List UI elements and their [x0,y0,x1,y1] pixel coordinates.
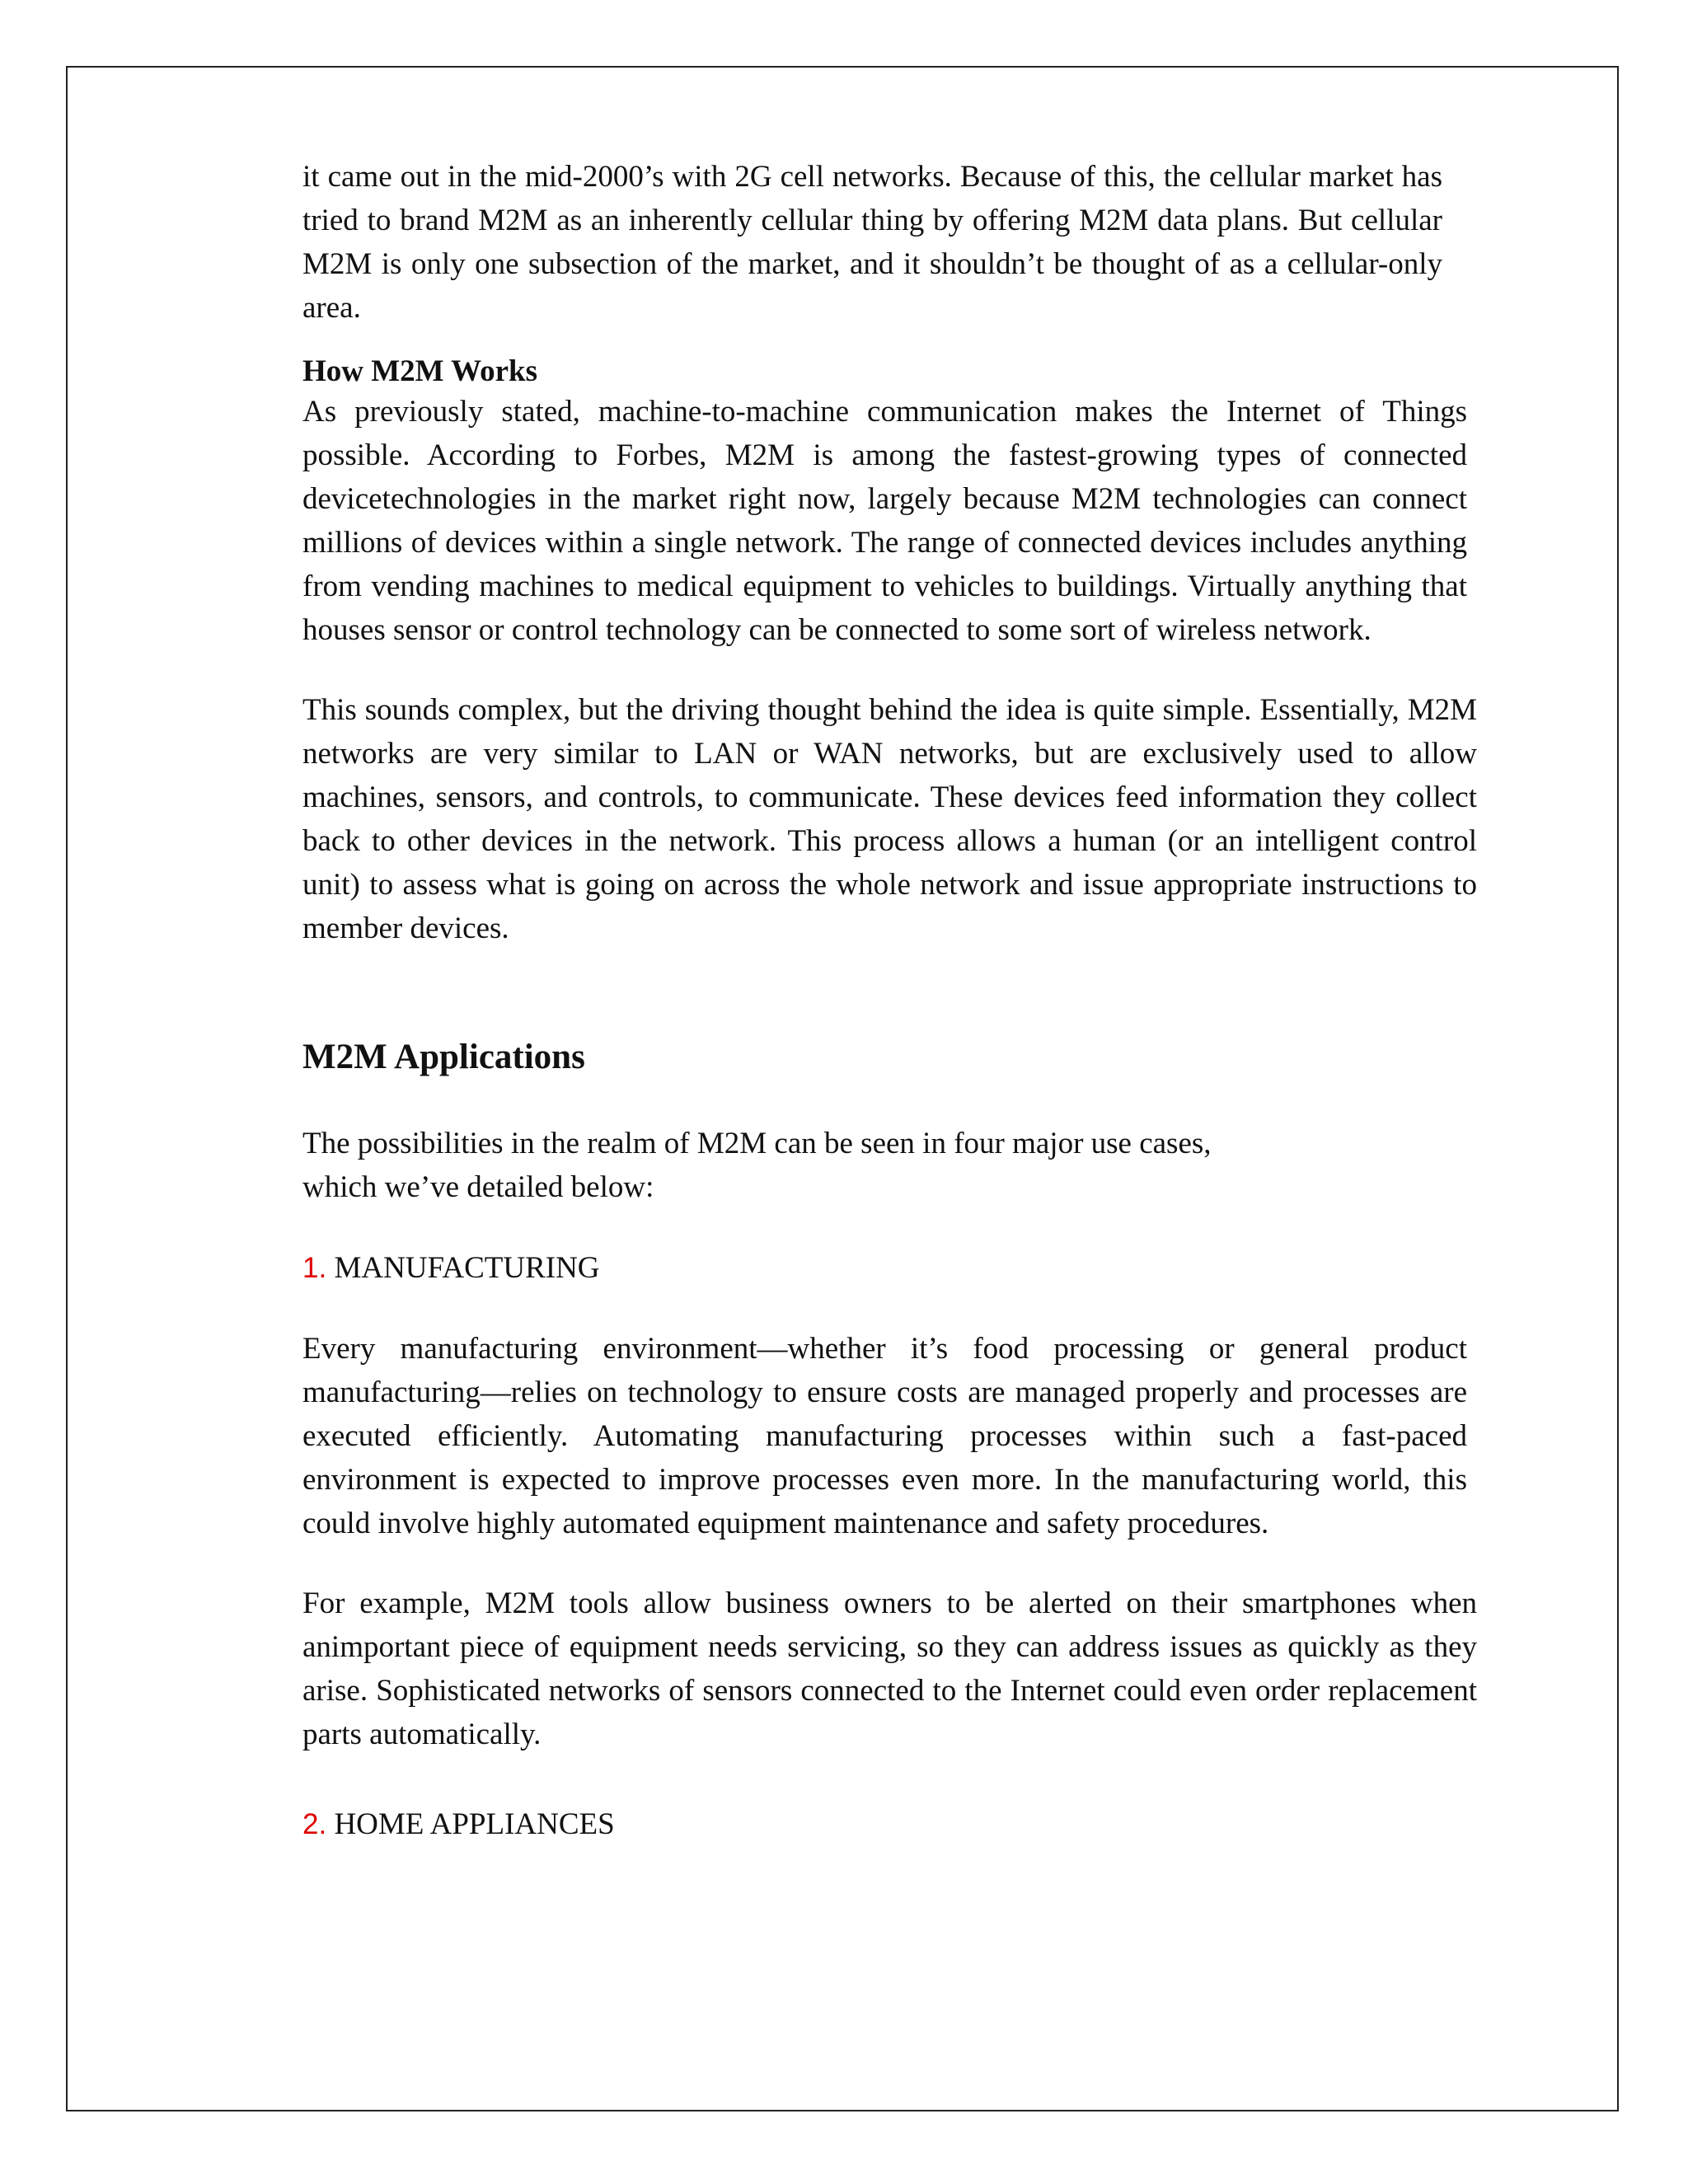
list-number: 1. [302,1252,327,1284]
manufacturing-paragraph-1: Every manufacturing environment—whether it’s food processing or general product manufacturing—relies on technology to ensure costs are managed properly and processes are executed efficiently. Automating manufacturing processes within such a fast-paced environment is expected to improve processes even more. In the manufacturing world, this could involve highly automated equipment maintenance and safety procedures. [302,1332,1467,1540]
list-item-manufacturing [302,1246,1477,1290]
how-m2m-works-paragraph-2: This sounds complex, but the driving thought behind the idea is quite simple. Essentially, M2M networks are very similar to LAN or WAN networks, but are exclusively used to allow machines, sensors, and controls, to communicate. These devices feed information they collect back to other devices in the network. This process allows a human (or an intelligent control unit) to assess what is going on across the whole network and issue appropriate instructions to member devices. [302,693,1477,945]
manufacturing-paragraph-2: For example, M2M tools allow business owners to be alerted on their smartphones when animportant piece of equipment needs servicing, so they can address issues as quickly as they arise. Sophisticated networks of sensors connected to the Internet could even order replacement parts automatically. [302,1586,1477,1751]
applications-intro-line-1: The possibilities in the realm of M2M can be seen in four major use cases, [302,1127,1212,1160]
applications-intro [302,1122,1477,1209]
applications-intro-line-2: which we’ve detailed below: [302,1170,654,1204]
list-item-title: HOME APPLIANCES [334,1807,615,1841]
intro-paragraph: it came out in the mid-2000’s with 2G cell networks. Because of this, the cellular market has tried to brand M2M as an inherently cellular thing by offering M2M data plans. But cellular M2M is only one subsection of the market, and it shouldn’t be thought of as a cellular-only area. [302,160,1442,325]
list-item-home-appliances [302,1802,1477,1846]
how-m2m-works-heading: How M2M Works [302,354,538,388]
how-m2m-works-paragraph-1: As previously stated, machine-to-machine communication makes the Internet of Things possible. According to Forbes, M2M is among the fastest-growing types of connected devicetechnologies in the market right now, largely because M2M technologies can connect millions of devices within a single network. The range of connected devices includes anything from vending machines to medical equipment to vehicles to buildings. Virtually anything that houses sensor or control technology can be connected to some sort of wireless network. [302,395,1467,647]
section-heading-m2m-applications: M2M Applications [302,1038,585,1076]
document-body [302,155,1477,1846]
list-item-title: MANUFACTURING [334,1251,600,1285]
list-number: 2. [302,1808,327,1840]
